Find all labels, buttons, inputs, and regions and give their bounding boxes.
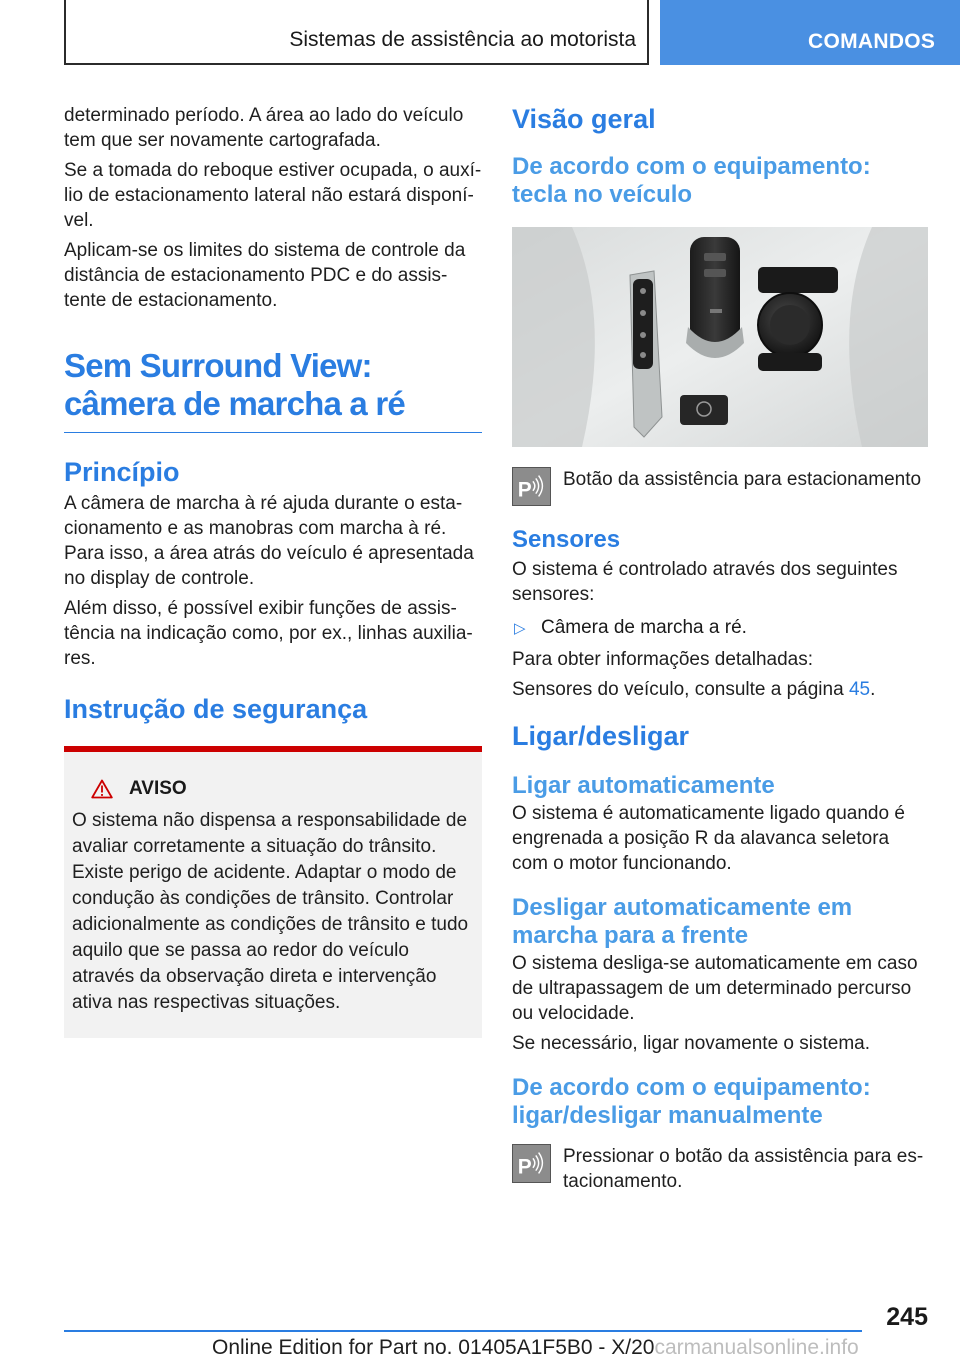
auto-on-heading: Ligar automaticamente [512, 772, 775, 799]
header-section-title: Sistemas de assistência ao motorista [289, 28, 636, 51]
sensors-reference [512, 677, 930, 702]
auto-off-paragraph-2: Se necessário, ligar novamente o sistema. [512, 1033, 871, 1054]
right-column [512, 103, 930, 1194]
sensor-item-text: Câmera de marcha a ré. [541, 617, 747, 638]
details-paragraph: Para obter informações detalhadas: [512, 649, 814, 670]
parking-assist-button-icon [512, 467, 551, 506]
console-illustration [512, 227, 928, 447]
parking-assist-button-icon [512, 1144, 551, 1183]
warning-triangle-icon [91, 779, 113, 799]
page-number: 245 [886, 1303, 928, 1331]
auto-off-heading: Desligar automaticamente em marcha para a frente [512, 894, 853, 949]
page-45-link[interactable]: 45 [848, 679, 871, 700]
sensors-reference-text: Sensores do veículo, consulte a página [512, 679, 849, 700]
warning-title-row [72, 778, 473, 800]
left-column [64, 103, 482, 1038]
sensors-reference-end: . [870, 679, 876, 700]
svg-text:P: P [517, 478, 532, 502]
on-off-heading: Ligar/desligar [512, 721, 690, 751]
sensor-list-item [512, 615, 930, 641]
footer-edition-text: Online Edition for Part no. 01405A1F5B0 - X/20 [212, 1336, 655, 1359]
manual-instruction-text: Pressionar o botão da assistência para estacionamento. [563, 1146, 924, 1192]
chapter-heading: Sem Surround View: câmera de marcha a ré [64, 347, 482, 433]
safety-heading: Instrução de segurança [64, 694, 368, 724]
auto-on-paragraph: O sistema é automaticamente ligado quando é engrenada a posição R da alavanca seletora com o motor funcionando. [512, 803, 905, 874]
principle-heading: Princípio [64, 457, 180, 487]
sensors-paragraph: O sistema é controlado através dos seguintes sensores: [512, 559, 898, 605]
overview-heading: Visão geral [512, 104, 656, 134]
svg-text:P: P [517, 1155, 532, 1179]
equipment-key-heading: De acordo com o equipamento: tecla no veículo [512, 153, 871, 208]
footer-rule [64, 1330, 862, 1332]
warning-text: O sistema não dispensa a responsabilidade de avaliar corretamente a situação do trânsito. Existe perigo de acidente. Adaptar o modo de condução às condições de trânsito. Controlar adicionalmente as condições de trânsito e tudo aquilo que se passa ao redor do veículo através da observação direta e intervenção ativa nas respectivas situações. [72, 810, 469, 1013]
bullet-triangle-icon: ▷ [514, 620, 526, 637]
principle-paragraph-2: Além disso, é possível exibir funções de assistência na indicação como, por ex., linhas auxiliares. [64, 598, 473, 669]
chapter-tab[interactable]: COMANDOS [660, 0, 960, 65]
manual-instruction-row [512, 1144, 930, 1194]
principle-paragraph-1: A câmera de marcha à ré ajuda durante o estacionamento e as manobras com marcha à ré. Para isso, a área atrás do veículo é apresentada no display de controle. [64, 493, 474, 589]
footer-edition [212, 1336, 859, 1360]
intro-paragraph-2: Se a tomada do reboque estiver ocupada, o auxílio de estacionamento lateral não estará disponível. [64, 160, 482, 231]
warning-title: AVISO [129, 778, 187, 799]
intro-paragraph-1: determinado período. A área ao lado do veículo tem que ser novamente cartografada. [64, 105, 464, 151]
manual-heading: De acordo com o equipamento: ligar/desligar manualmente [512, 1074, 871, 1129]
park-button-caption-row [512, 467, 930, 506]
warning-box [64, 752, 482, 1038]
watermark: carmanualsonline.info [654, 1336, 859, 1359]
park-button-caption: Botão da assistência para estacionamento [563, 469, 922, 490]
intro-paragraph-3: Aplicam-se os limites do sistema de controle da distância de estacionamento PDC e do assistente de estacionamento. [64, 240, 466, 311]
center-console-photo [512, 227, 928, 447]
auto-off-paragraph-1: O sistema desliga-se automaticamente em caso de ultrapassagem de um determinado percurso ou velocidade. [512, 953, 918, 1024]
sensors-heading: Sensores [512, 526, 621, 553]
